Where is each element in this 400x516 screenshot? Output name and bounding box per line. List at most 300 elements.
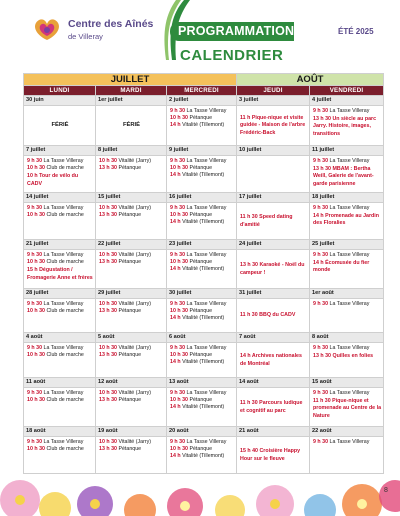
events-cell-friday	[310, 250, 384, 289]
events-cell-friday	[310, 106, 384, 146]
events-cell-thursday	[237, 388, 310, 427]
event-name: La Tasse Villeray	[186, 390, 227, 396]
calendar-title: CALENDRIER	[180, 47, 284, 64]
date-cell-wednesday: 9 juillet	[167, 146, 237, 156]
event-time: 10 h 30	[99, 205, 117, 211]
event-item	[99, 352, 164, 359]
events-row	[24, 299, 384, 333]
event-item	[27, 446, 93, 453]
day-header-friday: VENDREDI	[310, 86, 384, 96]
event-name: Pétanque	[189, 446, 213, 453]
date-cell-monday: 28 juillet	[24, 289, 96, 299]
date-cell-monday: 21 juillet	[24, 240, 96, 250]
special-event	[240, 448, 307, 462]
event-time: 10 h 30	[170, 352, 188, 359]
event-time: 10 h 30	[99, 158, 117, 164]
event-time: 9 h 30	[170, 301, 186, 307]
event-time: 13 h 30	[99, 212, 117, 219]
event-time: 9 h 30	[27, 252, 43, 258]
event-name: Pétanque	[189, 259, 213, 266]
event-time: 10 h 30	[170, 115, 188, 122]
event-name: Vitalité (Jarry)	[118, 301, 152, 307]
event-name: La Tasse Villeray	[329, 252, 370, 258]
event-item	[27, 345, 93, 352]
event-item	[27, 212, 93, 219]
events-cell-friday	[310, 203, 384, 240]
event-name: La Tasse Villeray	[186, 108, 227, 114]
date-cell-thursday: 24 juillet	[237, 240, 310, 250]
special-event	[240, 400, 307, 414]
special-event	[27, 173, 93, 187]
event-name: Pétanque	[118, 165, 142, 172]
event-name: Club de marche	[46, 446, 84, 453]
special-event-name: Karaoké - Noël du campeur !	[240, 262, 305, 276]
events-cell-friday	[310, 343, 384, 378]
event-name: Vitalité (Tillemont)	[182, 404, 225, 411]
event-time: 10 h 30	[99, 439, 117, 445]
event-time: 13 h 30	[99, 446, 117, 453]
special-event	[313, 260, 381, 274]
date-row	[24, 146, 384, 156]
event-item	[170, 446, 234, 453]
event-name: Pétanque	[118, 397, 142, 404]
date-cell-tuesday: 5 août	[96, 333, 167, 343]
event-name: Vitalité (Tillemont)	[182, 315, 225, 322]
event-time: 13 h 30	[99, 308, 117, 315]
special-event	[27, 267, 93, 281]
event-name: La Tasse Villeray	[329, 205, 370, 211]
date-cell-friday: 18 juillet	[310, 193, 384, 203]
event-time: 14 h	[170, 453, 181, 460]
event-item	[99, 446, 164, 453]
event-time: 9 h 30	[313, 390, 329, 396]
special-event-name: Dégustation / Fromagerie Anne et frères	[27, 267, 93, 281]
events-cell-wednesday	[167, 250, 237, 289]
events-cell-friday	[310, 388, 384, 427]
event-name: Club de marche	[46, 352, 84, 359]
events-cell-wednesday	[167, 343, 237, 378]
event-name: La Tasse Villeray	[329, 301, 370, 307]
event-item	[99, 259, 164, 266]
event-name: Vitalité (Tillemont)	[182, 453, 225, 460]
event-name: Vitalité (Jarry)	[118, 205, 152, 211]
event-time: 10 h 30	[170, 446, 188, 453]
date-row	[24, 240, 384, 250]
date-cell-tuesday: 1er juillet	[96, 96, 167, 106]
event-name: Pétanque	[189, 212, 213, 219]
org-subtitle: de Villeray	[68, 32, 103, 41]
special-event-time: 13 h 30	[313, 116, 331, 123]
events-cell-monday	[24, 156, 96, 193]
event-time: 10 h 30	[99, 301, 117, 307]
event-time: 9 h 30	[170, 205, 186, 211]
event-name: La Tasse Villeray	[186, 439, 227, 445]
date-cell-monday: 4 août	[24, 333, 96, 343]
date-cell-tuesday: 15 juillet	[96, 193, 167, 203]
event-name: Vitalité (Tillemont)	[182, 122, 225, 129]
event-time: 9 h 30	[170, 252, 186, 258]
events-cell-tuesday	[96, 156, 167, 193]
event-name: Club de marche	[46, 308, 84, 315]
date-cell-monday: 30 juin	[24, 96, 96, 106]
events-cell-monday	[24, 250, 96, 289]
event-item	[27, 308, 93, 315]
special-event-name: 40 Croisière Happy Hour sur le fleuve	[240, 448, 301, 462]
event-item	[99, 165, 164, 172]
date-cell-monday: 7 juillet	[24, 146, 96, 156]
special-event	[240, 353, 307, 367]
event-item	[170, 165, 234, 172]
date-cell-thursday: 10 juillet	[237, 146, 310, 156]
special-event-time: 11 h 30	[240, 312, 258, 319]
event-name: Pétanque	[118, 259, 142, 266]
month-july: JUILLET	[24, 74, 237, 86]
event-item	[170, 439, 234, 446]
events-cell-tuesday	[96, 106, 167, 146]
event-time: 14 h	[170, 359, 181, 366]
date-cell-friday: 25 juillet	[310, 240, 384, 250]
events-cell-thursday	[237, 156, 310, 193]
event-item	[99, 390, 164, 397]
date-cell-tuesday: 29 juillet	[96, 289, 167, 299]
event-item	[313, 108, 381, 115]
calendar-table	[23, 73, 384, 474]
event-time: 10 h 30	[170, 259, 188, 266]
event-time: 10 h 30	[27, 397, 45, 404]
event-name: La Tasse Villeray	[43, 345, 84, 351]
event-time: 13 h 30	[99, 352, 117, 359]
event-name: Pétanque	[189, 397, 213, 404]
date-row	[24, 289, 384, 299]
special-event-time: 13 h 30	[313, 166, 331, 173]
special-event	[240, 312, 307, 319]
event-time: 10 h 30	[27, 212, 45, 219]
events-row	[24, 203, 384, 240]
event-time: 9 h 30	[27, 345, 43, 351]
event-time: 10 h 30	[27, 165, 45, 172]
event-item	[27, 252, 93, 259]
date-cell-friday: 15 août	[310, 378, 384, 388]
event-time: 9 h 30	[170, 108, 186, 114]
date-cell-wednesday: 6 août	[167, 333, 237, 343]
event-time: 10 h 30	[99, 252, 117, 258]
event-name: Vitalité (Jarry)	[118, 390, 152, 396]
special-event-name: Écomusée du fier monde	[313, 260, 370, 274]
special-event-name: Quilles en folies	[332, 353, 374, 360]
events-cell-friday	[310, 156, 384, 193]
event-time: 13 h 30	[99, 165, 117, 172]
event-name: La Tasse Villeray	[186, 345, 227, 351]
event-item	[27, 397, 93, 404]
events-cell-wednesday	[167, 203, 237, 240]
special-event-name: Archives nationales de Montréal	[240, 353, 302, 367]
special-event-name: Promenade au Jardin des Floralies	[313, 213, 379, 227]
event-time: 10 h 30	[99, 390, 117, 396]
special-event-time: 14 h	[313, 213, 324, 220]
event-time: 9 h 30	[170, 439, 186, 445]
event-time: 10 h 30	[27, 352, 45, 359]
event-item	[27, 205, 93, 212]
date-cell-thursday: 14 août	[237, 378, 310, 388]
event-name: Club de marche	[46, 259, 84, 266]
event-time: 14 h	[170, 219, 181, 226]
season-label: ÉTÉ 2025	[338, 27, 374, 36]
special-event	[240, 214, 307, 228]
special-event	[313, 213, 381, 227]
event-name: Pétanque	[118, 308, 142, 315]
events-cell-monday	[24, 203, 96, 240]
date-cell-friday: 11 juillet	[310, 146, 384, 156]
date-cell-thursday: 17 juillet	[237, 193, 310, 203]
event-time: 9 h 30	[313, 108, 329, 114]
event-name: Vitalité (Tillemont)	[182, 266, 225, 273]
event-item	[170, 205, 234, 212]
date-cell-friday: 22 août	[310, 427, 384, 437]
day-header-monday: LUNDI	[24, 86, 96, 96]
events-cell-friday	[310, 299, 384, 333]
date-cell-tuesday: 22 juillet	[96, 240, 167, 250]
event-time: 9 h 30	[27, 301, 43, 307]
event-item	[99, 308, 164, 315]
special-event-time: 15 h	[240, 448, 251, 455]
event-name: Vitalité (Tillemont)	[182, 219, 225, 226]
event-name: La Tasse Villeray	[186, 252, 227, 258]
events-cell-wednesday	[167, 388, 237, 427]
event-time: 10 h 30	[27, 259, 45, 266]
special-event	[313, 166, 381, 188]
date-cell-friday: 8 août	[310, 333, 384, 343]
event-time: 9 h 30	[313, 205, 329, 211]
event-item	[313, 158, 381, 165]
special-event-time: 14 h	[240, 353, 251, 360]
date-cell-tuesday: 19 août	[96, 427, 167, 437]
events-cell-tuesday	[96, 299, 167, 333]
events-cell-tuesday	[96, 250, 167, 289]
event-item	[99, 212, 164, 219]
event-name: La Tasse Villeray	[43, 439, 84, 445]
event-name: Pétanque	[189, 308, 213, 315]
holiday-label: FÉRIÉ	[122, 122, 141, 129]
events-row	[24, 156, 384, 193]
event-time: 14 h	[170, 315, 181, 322]
special-event-name: Parcours ludique et cognitif au parc	[240, 400, 303, 414]
holiday-label: FÉRIÉ	[51, 122, 69, 129]
event-item	[170, 390, 234, 397]
event-item	[313, 205, 381, 212]
event-time: 14 h	[170, 404, 181, 411]
event-time: 10 h 30	[27, 308, 45, 315]
event-item	[170, 259, 234, 266]
event-name: La Tasse Villeray	[43, 205, 84, 211]
event-name: La Tasse Villeray	[43, 252, 84, 258]
date-cell-thursday: 7 août	[237, 333, 310, 343]
special-event-time: 11 h 30	[240, 400, 258, 407]
event-name: Pétanque	[189, 115, 213, 122]
event-item	[170, 115, 234, 122]
special-event-time: 11 h 30	[313, 398, 331, 405]
event-item	[170, 158, 234, 165]
events-cell-monday	[24, 343, 96, 378]
event-item	[170, 453, 234, 460]
events-cell-monday	[24, 299, 96, 333]
special-event-time: 11 h 30	[240, 214, 258, 221]
events-row	[24, 106, 384, 146]
events-cell-wednesday	[167, 106, 237, 146]
date-row	[24, 427, 384, 437]
event-item	[99, 205, 164, 212]
event-time: 13 h 30	[99, 259, 117, 266]
date-cell-wednesday: 2 juillet	[167, 96, 237, 106]
date-row	[24, 333, 384, 343]
day-header-thursday: JEUDI	[237, 86, 310, 96]
event-item	[99, 397, 164, 404]
special-event-name: MBAM : Bertha Weill, Galerie de l'avant-garde parisienne	[313, 166, 374, 187]
event-name: La Tasse Villeray	[186, 301, 227, 307]
event-name: Vitalité (Jarry)	[118, 158, 152, 164]
programmation-title: PROGRAMMATION	[178, 24, 295, 38]
special-event-name: Tour de vélo du CADV	[27, 173, 79, 187]
event-item	[99, 158, 164, 165]
special-event-time: 14 h	[313, 260, 324, 267]
page-number: 8	[384, 487, 388, 494]
date-cell-monday: 18 août	[24, 427, 96, 437]
events-cell-thursday	[237, 437, 310, 474]
special-event-time: 13 h 30	[313, 353, 331, 360]
event-name: Club de marche	[46, 397, 84, 404]
events-row	[24, 343, 384, 378]
special-event-time: 13 h 30	[240, 262, 258, 269]
event-time: 10 h 30	[27, 446, 45, 453]
month-august: AOÛT	[237, 74, 384, 86]
special-event-name: Un siècle au parc Jarry. Histoire, images, transitions	[313, 116, 377, 137]
events-row	[24, 388, 384, 427]
events-cell-thursday	[237, 203, 310, 240]
event-item	[27, 439, 93, 446]
event-time: 14 h	[170, 172, 181, 179]
event-time: 10 h 30	[170, 397, 188, 404]
event-item	[170, 345, 234, 352]
event-name: Vitalité (Jarry)	[118, 345, 152, 351]
day-header-tuesday: MARDI	[96, 86, 167, 96]
event-time: 9 h 30	[27, 390, 43, 396]
event-name: La Tasse Villeray	[329, 390, 370, 396]
special-event-time: 10 h	[27, 173, 38, 180]
events-cell-monday	[24, 388, 96, 427]
event-name: Club de marche	[46, 212, 84, 219]
events-cell-wednesday	[167, 156, 237, 193]
event-item	[313, 301, 381, 308]
special-event	[313, 116, 381, 138]
date-cell-thursday: 3 juillet	[237, 96, 310, 106]
events-cell-thursday	[237, 343, 310, 378]
date-cell-wednesday: 23 juillet	[167, 240, 237, 250]
event-name: Pétanque	[118, 212, 142, 219]
event-time: 9 h 30	[313, 439, 329, 445]
org-name: Centre des Aînés	[68, 18, 154, 30]
date-cell-monday: 11 août	[24, 378, 96, 388]
event-time: 10 h 30	[170, 212, 188, 219]
event-name: Pétanque	[118, 446, 142, 453]
event-item	[170, 315, 234, 322]
event-item	[99, 252, 164, 259]
event-item	[170, 252, 234, 259]
special-event-name: Pique-nique et visite guidée - Maison de l'arbre Frédéric-Back	[240, 115, 306, 136]
date-cell-thursday: 21 août	[237, 427, 310, 437]
event-time: 14 h	[170, 266, 181, 273]
event-time: 9 h 30	[170, 158, 186, 164]
events-cell-monday	[24, 437, 96, 474]
events-cell-tuesday	[96, 203, 167, 240]
event-item	[170, 352, 234, 359]
event-time: 13 h 30	[99, 397, 117, 404]
special-event	[313, 398, 381, 420]
event-item	[99, 345, 164, 352]
date-cell-wednesday: 30 juillet	[167, 289, 237, 299]
event-item	[313, 439, 381, 446]
event-name: Vitalité (Jarry)	[118, 439, 152, 445]
event-item	[170, 308, 234, 315]
event-item	[27, 259, 93, 266]
event-item	[313, 390, 381, 397]
event-item	[170, 266, 234, 273]
events-cell-thursday	[237, 106, 310, 146]
event-item	[27, 165, 93, 172]
event-time: 9 h 30	[313, 158, 329, 164]
date-cell-tuesday: 8 juillet	[96, 146, 167, 156]
events-cell-monday	[24, 106, 96, 146]
event-item	[170, 122, 234, 129]
event-item	[27, 301, 93, 308]
day-header-wednesday: MERCREDI	[167, 86, 237, 96]
event-item	[27, 352, 93, 359]
event-item	[99, 439, 164, 446]
special-event-time: 15 h	[27, 267, 38, 274]
special-event-name: Speed dating d'amitié	[240, 214, 293, 228]
event-item	[170, 219, 234, 226]
event-item	[170, 301, 234, 308]
date-cell-wednesday: 16 juillet	[167, 193, 237, 203]
event-name: La Tasse Villeray	[329, 439, 370, 445]
event-item	[313, 345, 381, 352]
date-row	[24, 378, 384, 388]
event-item	[170, 212, 234, 219]
date-cell-wednesday: 20 août	[167, 427, 237, 437]
event-name: Vitalité (Tillemont)	[182, 172, 225, 179]
event-time: 14 h	[170, 122, 181, 129]
special-event	[240, 115, 307, 137]
special-event	[240, 262, 307, 276]
date-cell-friday: 1er août	[310, 289, 384, 299]
events-row	[24, 437, 384, 474]
event-name: La Tasse Villeray	[329, 108, 370, 114]
special-event-name: Pique-nique et promenade au Centre de la Nature	[313, 398, 382, 419]
event-time: 9 h 30	[170, 345, 186, 351]
special-event	[313, 353, 381, 360]
event-item	[313, 252, 381, 259]
org-logo	[30, 14, 154, 44]
event-item	[170, 397, 234, 404]
events-cell-tuesday	[96, 437, 167, 474]
events-cell-thursday	[237, 299, 310, 333]
event-name: Vitalité (Tillemont)	[182, 359, 225, 366]
date-row	[24, 193, 384, 203]
events-cell-wednesday	[167, 437, 237, 474]
event-item	[170, 359, 234, 366]
event-name: Club de marche	[46, 165, 84, 172]
event-item	[170, 404, 234, 411]
event-name: La Tasse Villeray	[186, 158, 227, 164]
event-item	[170, 108, 234, 115]
